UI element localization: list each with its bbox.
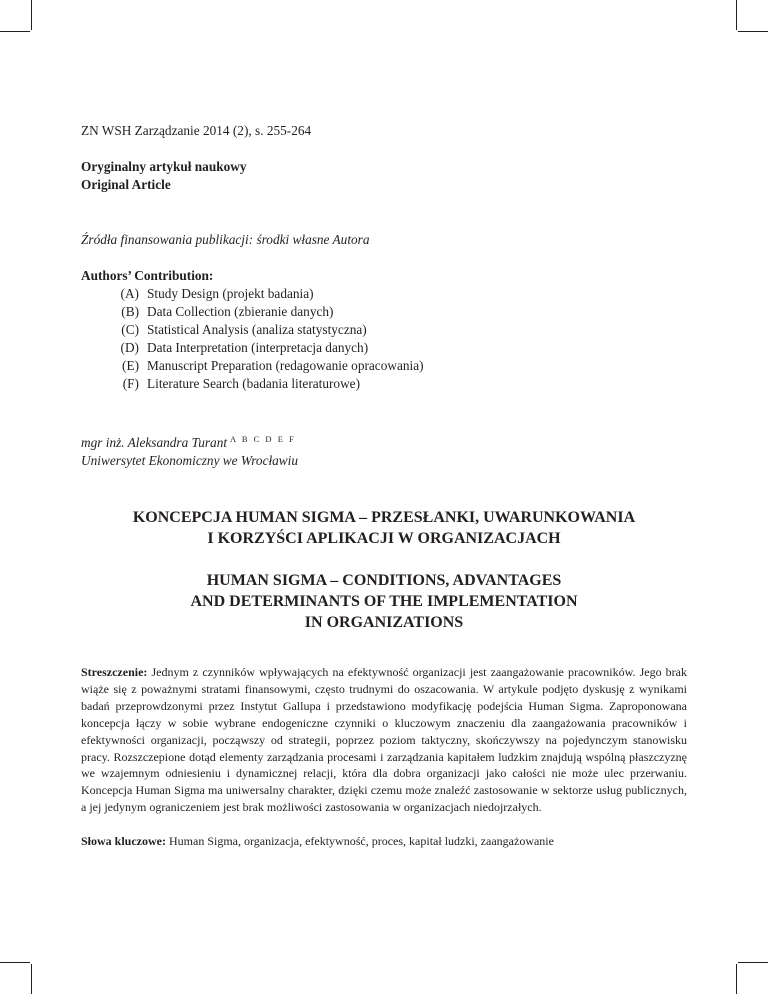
crop-mark-bottom-left-v bbox=[31, 964, 32, 994]
keywords bbox=[81, 833, 687, 850]
contribution-text: Data Interpretation (interpretacja danych) bbox=[147, 340, 369, 355]
article-page bbox=[81, 122, 687, 850]
title-polish bbox=[81, 507, 687, 549]
title-polish-line: KONCEPCJA HUMAN SIGMA – PRZESŁANKI, UWARUNKOWANIA bbox=[132, 509, 636, 526]
crop-mark-bottom-right-v bbox=[736, 964, 737, 994]
author-line bbox=[81, 430, 687, 452]
contribution-code: (F) bbox=[122, 376, 139, 391]
contribution-title: Authors’ Contribution: bbox=[81, 268, 214, 283]
crop-mark-top-right-v bbox=[736, 0, 737, 30]
crop-mark-bottom-right-h bbox=[738, 962, 768, 963]
funding-source: Źródła finansowania publikacji: środki własne Autora bbox=[81, 232, 370, 247]
contribution-item bbox=[81, 303, 687, 321]
contribution-text: Statistical Analysis (analiza statystyczna) bbox=[147, 322, 367, 337]
contribution-code: (E) bbox=[122, 358, 139, 373]
contribution-item bbox=[81, 285, 687, 303]
title-english-line: AND DETERMINANTS OF THE IMPLEMENTATION bbox=[190, 593, 578, 610]
contribution-item bbox=[81, 321, 687, 339]
abstract-text: Jednym z czynników wpływających na efektywność organizacji jest zaangażowanie pracowników. Jego brak wiąże się z poważnymi stratami finansowymi, często trudnymi do oszacowania. W artykule podjęto dyskusję z wynikami badań przeprowdzonymi przez Instytut Gallupa i przedstawiono modyfikację podejścia Human Sigma. Zaproponowana koncepcja łączy w sobie wybrane endogeniczne czynniki o kluczowym znaczeniu dla zaangażowania pracowników i efektywności organizacji, począwszy od strategii, poprzez poziom taktyczny, skończywszy na pojedynczym stanowisku pracy. Rozszczepione dotąd elementy zarządzania procesami i zarządzania kapitałem ludzkim znajdują wspólną płaszczyznę we wzajemnym odniesieniu i dynamicznej relacji, która dla dobra organizacji jako całości nie może ulec przerwaniu. Koncepcja Human Sigma ma uniwersalny charakter, dzięki czemu może znaleźć zastosowanie w sektorze usług publicznych, a jej jedynym ograniczeniem jest brak możliwości zastosowania w organizacjach niedojrzałych. bbox=[81, 665, 687, 815]
contribution-code: (B) bbox=[121, 304, 139, 319]
contribution-text: Literature Search (badania literaturowe) bbox=[147, 376, 361, 391]
crop-mark-top-left-v bbox=[31, 0, 32, 30]
abstract bbox=[81, 664, 687, 816]
article-type-en: Original Article bbox=[81, 177, 171, 192]
keywords-text: Human Sigma, organizacja, efektywność, proces, kapitał ludzki, zaangażowanie bbox=[169, 834, 554, 849]
article-type-pl: Oryginalny artykuł naukowy bbox=[81, 159, 247, 174]
title-polish-line: I KORZYŚCI APLIKACJI W ORGANIZACJACH bbox=[207, 530, 561, 547]
crop-mark-top-right-h bbox=[738, 31, 768, 32]
contribution-code: (A) bbox=[120, 286, 139, 301]
contribution-text: Manuscript Preparation (redagowanie opracowania) bbox=[147, 358, 424, 373]
title-english bbox=[81, 570, 687, 633]
contribution-item bbox=[81, 339, 687, 357]
article-type bbox=[81, 158, 687, 194]
contribution-item bbox=[81, 375, 687, 393]
abstract-label: Streszczenie: bbox=[81, 665, 148, 679]
crop-mark-bottom-left-h bbox=[0, 962, 30, 963]
title-english-line: HUMAN SIGMA – CONDITIONS, ADVANTAGES bbox=[206, 572, 562, 589]
contribution-code: (C) bbox=[121, 322, 139, 337]
contribution-text: Study Design (projekt badania) bbox=[147, 286, 314, 301]
contribution-item bbox=[81, 357, 687, 375]
journal-citation: ZN WSH Zarządzanie 2014 (2), s. 255-264 bbox=[81, 123, 312, 138]
author-affiliation: Uniwersytet Ekonomiczny we Wrocławiu bbox=[81, 453, 299, 468]
contribution-code: (D) bbox=[120, 340, 139, 355]
title-english-line: IN ORGANIZATIONS bbox=[304, 614, 464, 631]
contribution-text: Data Collection (zbieranie danych) bbox=[147, 304, 334, 319]
contribution-list bbox=[81, 285, 687, 393]
crop-mark-top-left-h bbox=[0, 31, 30, 32]
author-name: mgr inż. Aleksandra Turant bbox=[81, 435, 228, 450]
keywords-label: Słowa kluczowe: bbox=[81, 834, 166, 849]
author-contribution-codes: A B C D E F bbox=[230, 434, 296, 444]
